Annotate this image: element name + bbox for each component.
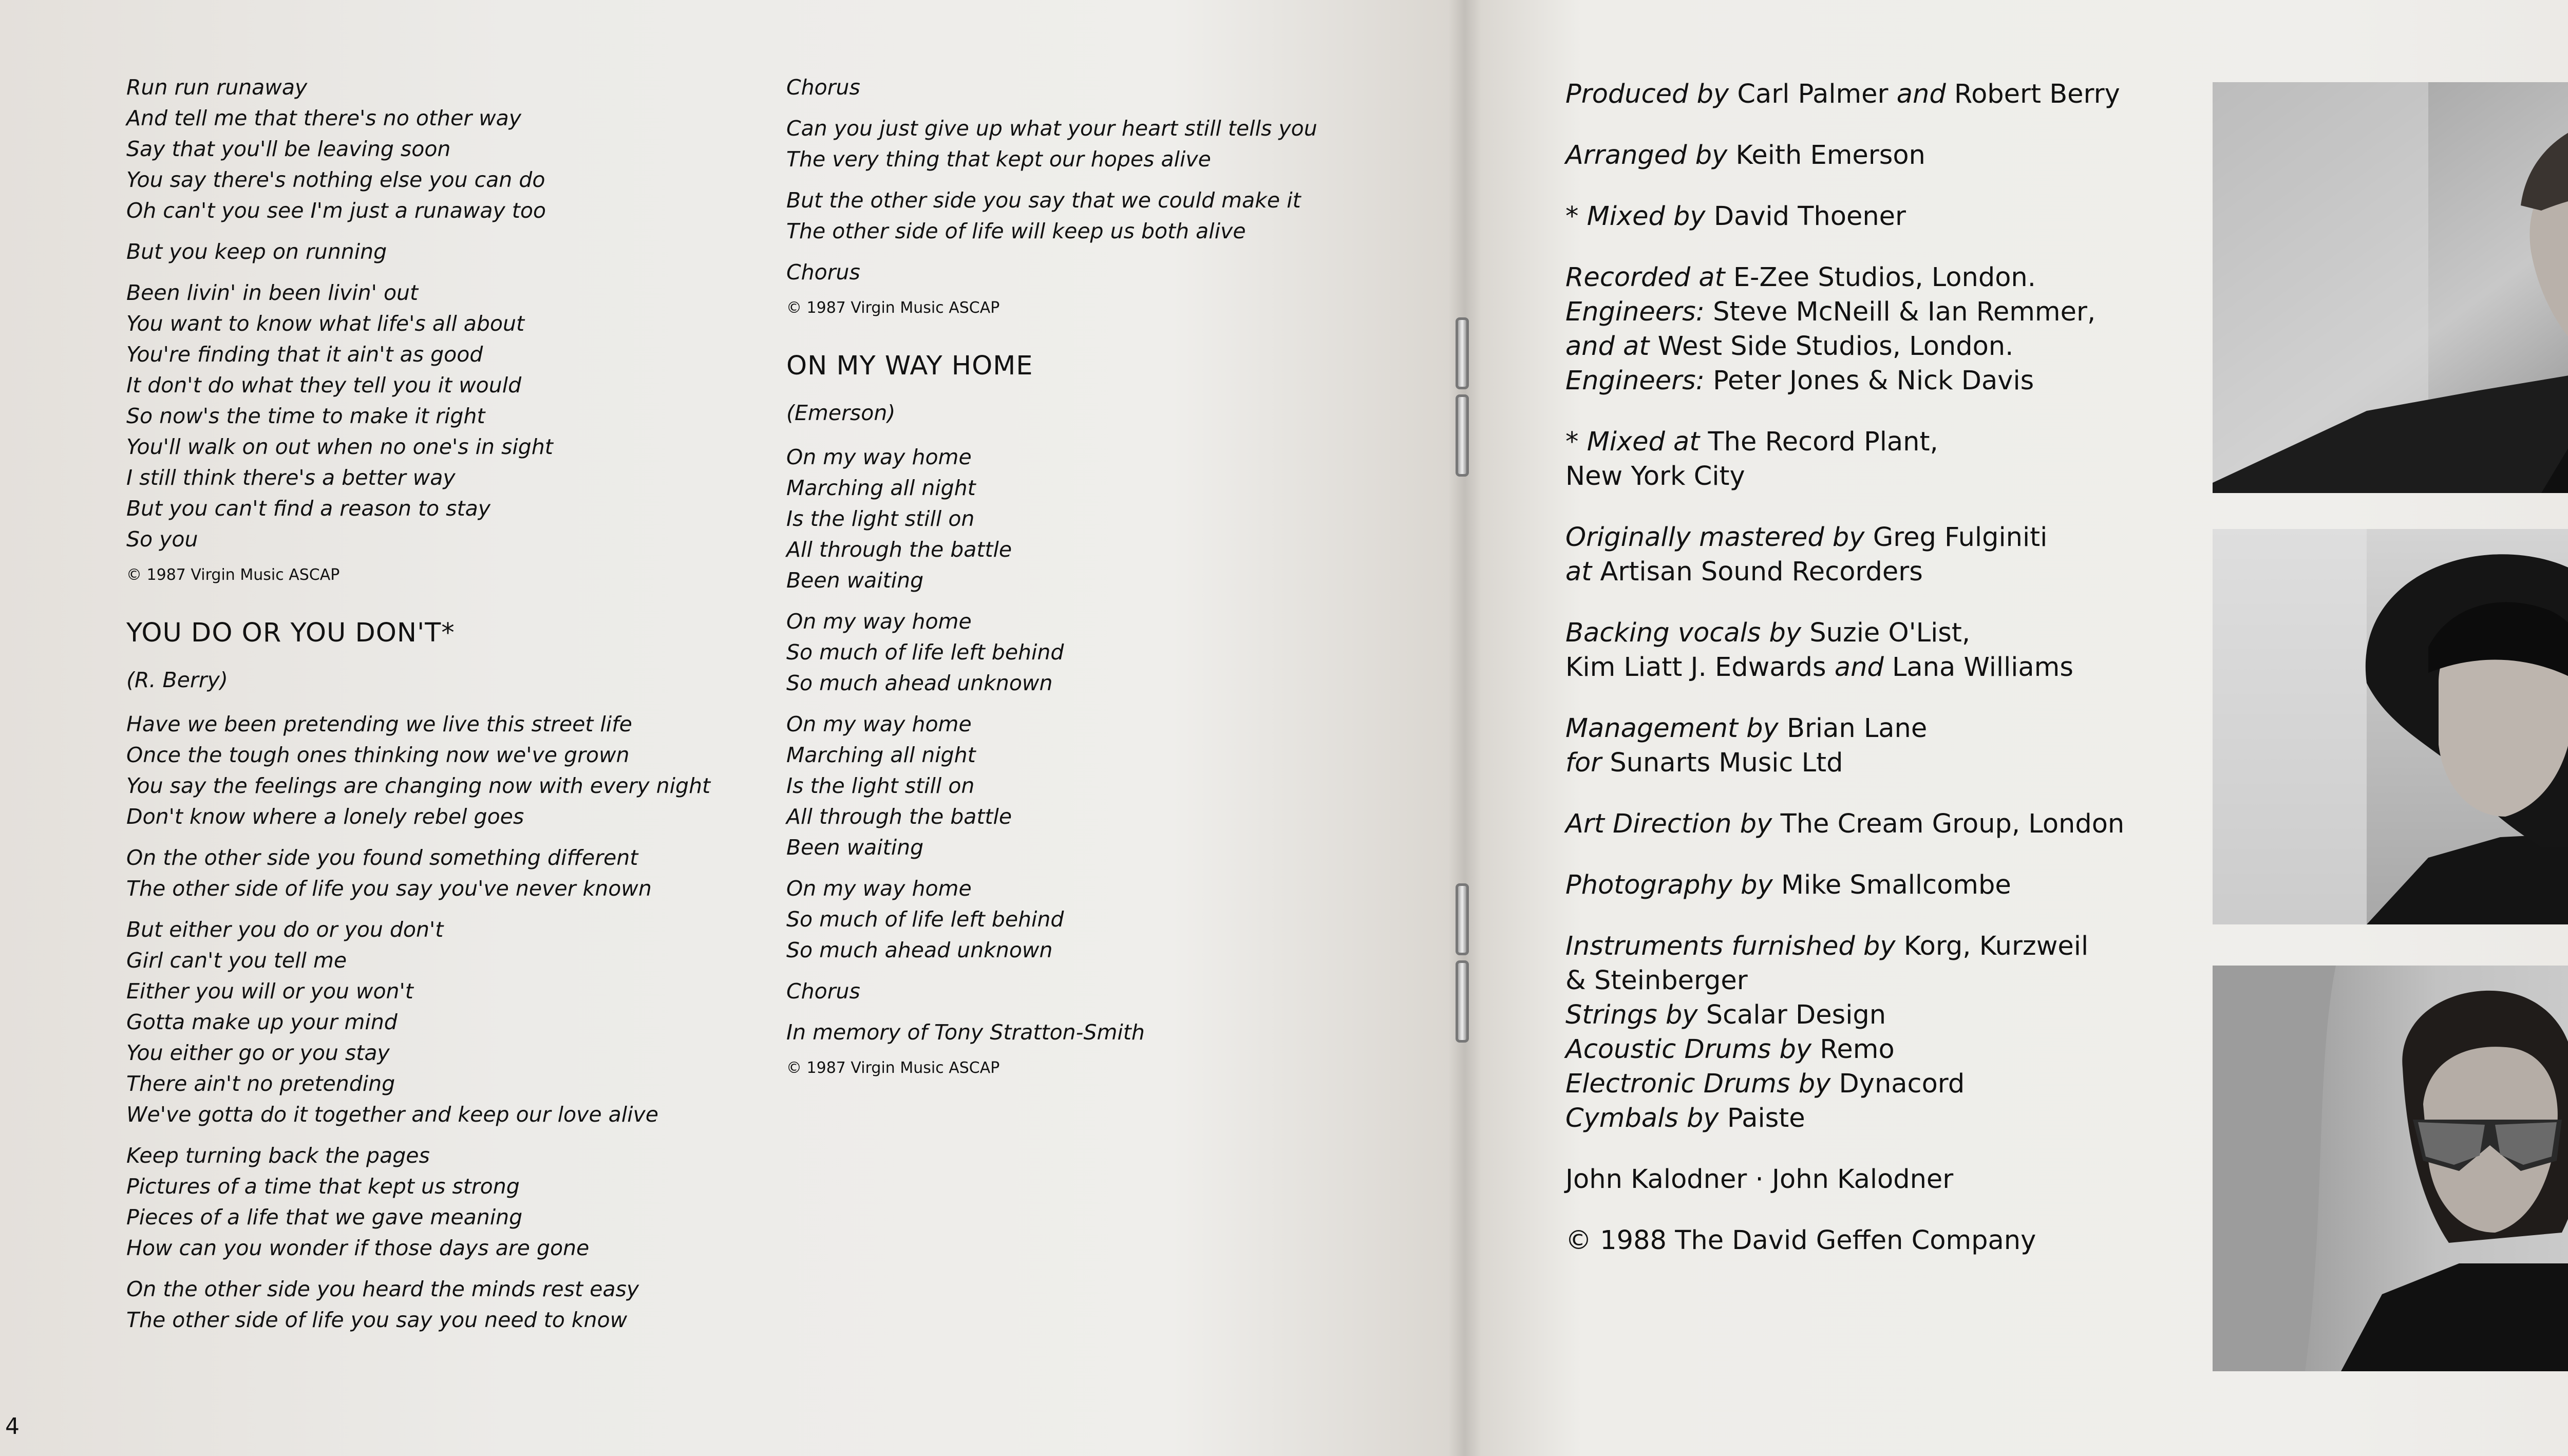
- lyrics-column-1: [126, 72, 768, 1346]
- lyric-line: Either you will or you won't: [126, 979, 413, 1004]
- photo-keith-emerson: [2213, 82, 2568, 493]
- lyric-line: So much ahead unknown: [786, 671, 1053, 695]
- lyric-stanza: [786, 1017, 1403, 1048]
- lyric-line: Marching all night: [786, 476, 976, 500]
- lyric-line: The other side of life you say you need to know: [126, 1308, 628, 1332]
- lyric-line: On my way home: [786, 712, 972, 736]
- lyrics-column-2: [786, 72, 1403, 1079]
- lyric-line: And tell me that there's no other way: [126, 106, 522, 130]
- lyric-line: Say that you'll be leaving soon: [126, 137, 451, 161]
- booklet-gutter: [1448, 0, 1481, 1456]
- lyric-line: Chorus: [786, 260, 860, 285]
- lyric-line: The very thing that kept our hopes alive: [786, 147, 1211, 172]
- song-copyright: © 1987 Virgin Music ASCAP: [786, 299, 1000, 317]
- lyric-line: Girl can't you tell me: [126, 948, 347, 973]
- credit-recording: Recorded at E-Zee Studios, London. Engineers: Steve McNeill & Ian Remmer, and at West Side Studios, London. Engineers: Peter Jones & Nick Davis: [1565, 262, 2096, 396]
- lyric-line: You say the feelings are changing now with every night: [126, 773, 711, 798]
- lyric-line: On my way home: [786, 876, 972, 901]
- song-you-do-or-you-dont-lyrics: [126, 709, 768, 1335]
- lyric-line: Is the light still on: [786, 773, 975, 798]
- song-copyright: © 1987 Virgin Music ASCAP: [126, 566, 340, 584]
- song-title: ON MY WAY HOME: [786, 351, 1033, 381]
- lyric-line: Run run runaway: [126, 75, 308, 100]
- lyric-line: So much ahead unknown: [786, 938, 1053, 962]
- staple-bottom: [1456, 883, 1469, 955]
- lyric-stanza: [786, 442, 1403, 596]
- credit-producer: Produced by Carl Palmer and Robert Berry: [1565, 79, 2120, 109]
- lyric-line: I still think there's a better way: [126, 465, 456, 490]
- song-title: YOU DO OR YOU DON'T*: [126, 618, 455, 648]
- credit-backing-vocals: Backing vocals by Suzie O'List, Kim Liatt J. Edwards and Lana Williams: [1565, 618, 2073, 683]
- lyric-stanza: [786, 873, 1403, 966]
- lyric-line: All through the battle: [786, 804, 1012, 829]
- song-on-my-way-home-lyrics: [786, 442, 1403, 1048]
- lyric-line: On the other side you heard the minds rest easy: [126, 1277, 639, 1301]
- staple-top-lower: [1456, 394, 1469, 477]
- lyric-line: But the other side you say that we could make it: [786, 188, 1301, 213]
- lyric-stanza: [126, 277, 768, 555]
- credit-mix-location: * Mixed at The Record Plant, New York City: [1565, 427, 1938, 491]
- lyric-line: Been waiting: [786, 835, 924, 860]
- lyric-line: So you: [126, 527, 198, 552]
- lyric-stanza: [126, 1140, 768, 1263]
- lyric-line: You want to know what life's all about: [126, 311, 525, 336]
- staple-top: [1456, 317, 1469, 389]
- lyric-line: You're finding that it ain't as good: [126, 342, 483, 367]
- song-run-runaway-lyrics: [126, 72, 768, 555]
- lyric-line: Don't know where a lonely rebel goes: [126, 804, 524, 829]
- lyric-line: All through the battle: [786, 537, 1012, 562]
- credit-mastering: Originally mastered by Greg Fulginiti at Artisan Sound Recorders: [1565, 522, 2048, 587]
- lyric-line: It don't do what they tell you it would: [126, 373, 522, 398]
- lyric-line: Keep turning back the pages: [126, 1143, 430, 1168]
- lyric-stanza: [126, 842, 768, 904]
- lyric-line: Chorus: [786, 979, 860, 1004]
- album-credits: [1565, 77, 2182, 1258]
- photo-robert-berry: [2213, 529, 2568, 924]
- lyric-line: You either go or you stay: [126, 1041, 390, 1065]
- credit-management: Management by Brian Lane for Sunarts Music Ltd: [1565, 713, 1928, 778]
- lyric-line: On my way home: [786, 445, 972, 469]
- lyric-line: The other side of life you say you've never known: [126, 876, 652, 901]
- song-you-do-or-you-dont-continued: [786, 72, 1403, 288]
- lyric-line: You'll walk on out when no one's in sight: [126, 434, 553, 459]
- lyric-line: Is the light still on: [786, 506, 975, 531]
- lyric-stanza: [126, 709, 768, 832]
- page-number-left: 4: [5, 1413, 20, 1440]
- lyric-stanza: [786, 185, 1403, 247]
- lyric-line: Been waiting: [786, 568, 924, 593]
- lyric-line: In memory of Tony Stratton-Smith: [786, 1020, 1145, 1045]
- lyric-line: Pieces of a life that we gave meaning: [126, 1205, 523, 1230]
- lyric-line: But either you do or you don't: [126, 917, 444, 942]
- credit-copyright: © 1988 The David Geffen Company: [1565, 1225, 2036, 1256]
- credit-art-direction: Art Direction by The Cream Group, London: [1565, 809, 2125, 839]
- lyric-stanza: [786, 72, 1403, 103]
- lyric-line: So much of life left behind: [786, 907, 1064, 932]
- lyric-line: On my way home: [786, 609, 972, 634]
- lyric-stanza: [126, 72, 768, 226]
- lyric-stanza: [126, 1274, 768, 1335]
- lyric-line: Once the tough ones thinking now we've grown: [126, 743, 630, 767]
- lyric-stanza: [786, 606, 1403, 698]
- credit-instruments: Instruments furnished by Korg, Kurzweil & Steinberger Strings by Scalar Design Acoustic Drums by Remo Electronic Drums by Dynacord Cymbals by Paiste: [1565, 931, 2089, 1133]
- lyric-stanza: [786, 709, 1403, 863]
- lyric-line: But you can't find a reason to stay: [126, 496, 490, 521]
- lyric-line: Oh can't you see I'm just a runaway too: [126, 198, 546, 223]
- credit-kalodner: John Kalodner · John Kalodner: [1565, 1164, 1954, 1195]
- song-writer: (R. Berry): [126, 668, 228, 692]
- lyric-stanza: [786, 113, 1403, 175]
- lyric-line: The other side of life will keep us both alive: [786, 219, 1246, 243]
- lyric-line: So now's the time to make it right: [126, 404, 485, 428]
- lyric-line: Marching all night: [786, 743, 976, 767]
- photo-carl-palmer: [2213, 966, 2568, 1371]
- lyric-line: On the other side you found something different: [126, 845, 638, 870]
- lyric-line: You say there's nothing else you can do: [126, 167, 545, 192]
- lyric-line: Gotta make up your mind: [126, 1010, 398, 1034]
- lyric-line: Been livin' in been livin' out: [126, 280, 419, 305]
- lyric-line: How can you wonder if those days are gone: [126, 1236, 590, 1260]
- lyric-stanza: [786, 257, 1403, 288]
- lyric-line: So much of life left behind: [786, 640, 1064, 665]
- credit-mixer: * Mixed by David Thoener: [1565, 201, 1906, 232]
- song-writer: (Emerson): [786, 401, 896, 425]
- credit-arranger: Arranged by Keith Emerson: [1565, 140, 1925, 171]
- lyric-line: Have we been pretending we live this street life: [126, 712, 632, 736]
- lyric-stanza: [786, 976, 1403, 1007]
- lyric-stanza: [126, 914, 768, 1130]
- lyric-line: There ain't no pretending: [126, 1071, 395, 1096]
- lyric-stanza: [126, 236, 768, 267]
- lyric-line: Chorus: [786, 75, 860, 100]
- lyric-line: Can you just give up what your heart still tells you: [786, 116, 1317, 141]
- lyric-line: But you keep on running: [126, 239, 387, 264]
- lyric-line: Pictures of a time that kept us strong: [126, 1174, 520, 1199]
- credit-photography: Photography by Mike Smallcombe: [1565, 870, 2011, 900]
- lyric-line: We've gotta do it together and keep our love alive: [126, 1102, 658, 1127]
- staple-bottom-lower: [1456, 960, 1469, 1043]
- song-copyright: © 1987 Virgin Music ASCAP: [786, 1059, 1000, 1077]
